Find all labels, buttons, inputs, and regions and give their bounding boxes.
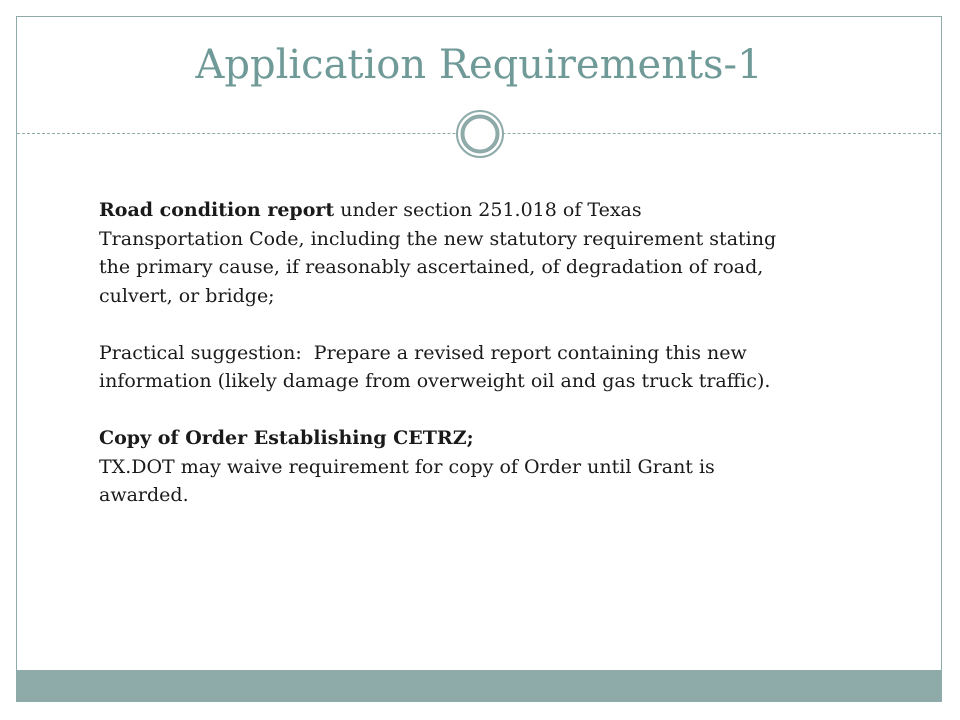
- road-condition-paragraph: [99, 196, 779, 310]
- order-text: TX.DOT may waive requirement for copy of Order until Grant is awarded.: [99, 455, 715, 506]
- order-heading: [99, 424, 779, 453]
- road-condition-heading: Road condition report: [99, 199, 335, 221]
- practical-suggestion-paragraph: Practical suggestion: Prepare a revised report containing this new information (likely damage from overweight oil and gas truck traffic).: [99, 341, 771, 392]
- circle-ornament-icon: [455, 109, 505, 164]
- footer-bar: [17, 670, 941, 701]
- slide-title: Application Requirements-1: [195, 42, 763, 88]
- slide-body: [99, 196, 779, 510]
- order-heading-text: Copy of Order Establishing CETRZ;: [99, 427, 474, 449]
- road-condition-text: under section 251.018 of Texas Transportation Code, including the new statutory requirement stating the primary cause, if reasonably ascertained, of degradation of road, culvert, or bridge;: [99, 199, 777, 307]
